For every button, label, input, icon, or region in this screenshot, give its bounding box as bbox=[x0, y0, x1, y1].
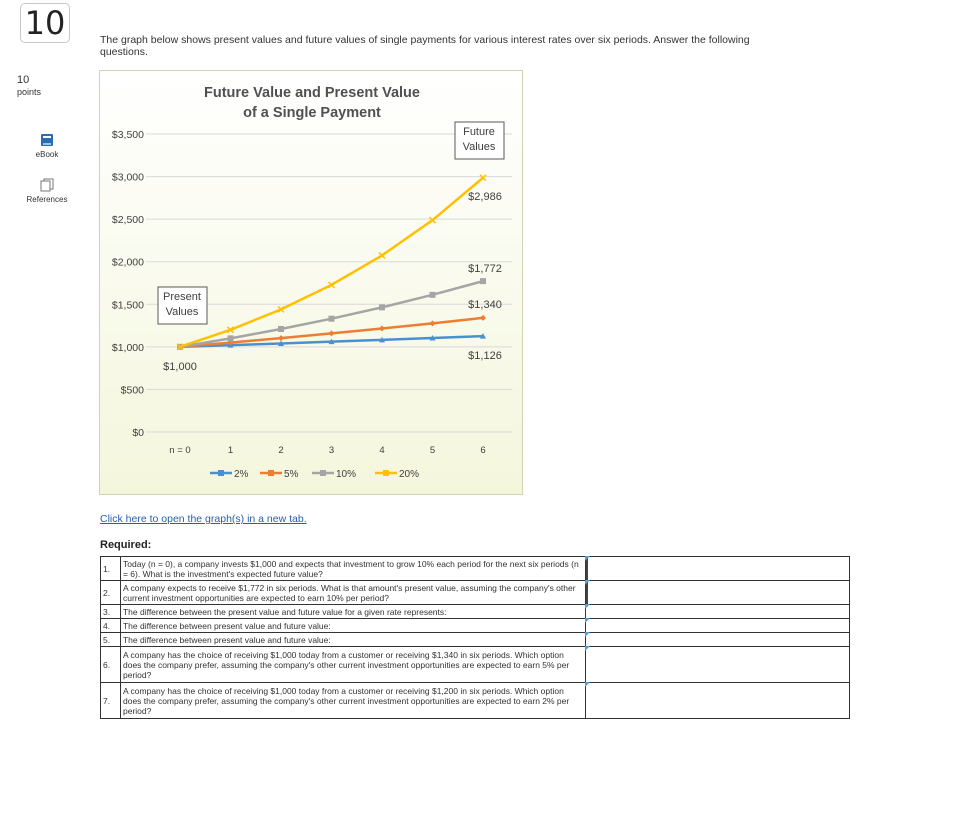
ebook-label: eBook bbox=[35, 150, 59, 159]
row-number: 4. bbox=[101, 619, 121, 633]
start-value-label: $1,000 bbox=[163, 361, 197, 373]
y-tick-label: $3,000 bbox=[111, 171, 144, 184]
answer-cell-4[interactable] bbox=[586, 619, 850, 633]
flag-icon bbox=[585, 618, 590, 623]
future-values-label-1: Future bbox=[463, 126, 495, 138]
answer-cell-5[interactable] bbox=[586, 633, 850, 647]
data-point bbox=[480, 278, 486, 284]
questions-table bbox=[100, 556, 850, 719]
row-number: 2. bbox=[101, 581, 121, 605]
data-point bbox=[278, 326, 284, 332]
answer-dropdown-7[interactable] bbox=[586, 683, 849, 718]
legend-label: 2% bbox=[234, 469, 249, 480]
legend-marker bbox=[383, 470, 389, 476]
table-row bbox=[101, 581, 850, 605]
answer-cell-1[interactable] bbox=[586, 557, 850, 581]
data-point bbox=[329, 316, 335, 322]
row-question bbox=[120, 557, 585, 581]
y-tick-label: $0 bbox=[132, 427, 144, 439]
row-question-text: A company expects to receive $1,772 in six periods. What is that amount's present value, assuming the company's other current investment opportunities are expected to earn 10% per period? bbox=[122, 582, 576, 603]
row-question bbox=[120, 619, 585, 633]
row-number: 3. bbox=[101, 605, 121, 619]
legend-marker bbox=[268, 470, 274, 476]
intro-text: The graph below shows present values and future values of single payments for various interest rates over six periods. Answer the following questions. bbox=[100, 34, 750, 58]
future-values-label-2: Values bbox=[462, 141, 496, 153]
row-number: 1. bbox=[101, 557, 121, 581]
table-row bbox=[101, 633, 850, 647]
answer-cell-2[interactable] bbox=[586, 581, 850, 605]
x-tick-label: 2 bbox=[278, 445, 284, 456]
chart-title-line2: of a Single Payment bbox=[243, 105, 381, 121]
table-row bbox=[101, 647, 850, 683]
references-button[interactable] bbox=[18, 178, 76, 218]
chart-panel bbox=[99, 70, 523, 495]
answer-dropdown-5[interactable] bbox=[586, 633, 849, 646]
points-value: 10 bbox=[17, 74, 30, 86]
y-tick-label: $500 bbox=[120, 384, 144, 397]
y-tick-label: $2,000 bbox=[111, 256, 144, 269]
answer-input-2[interactable] bbox=[586, 581, 849, 604]
answer-input-1[interactable] bbox=[586, 557, 849, 580]
row-question bbox=[120, 683, 585, 719]
flag-icon bbox=[585, 604, 590, 609]
legend-label: 20% bbox=[399, 469, 420, 480]
x-tick-label: n = 0 bbox=[169, 445, 191, 456]
end-label-2: $1,126 bbox=[468, 350, 502, 362]
present-values-label-1: Present bbox=[163, 291, 201, 303]
row-question-text: A company has the choice of receiving $1,000 today from a customer or receiving $1,200 in six periods. Which option does the company prefer, assuming the company's other current investment opportunities are expected to earn 2% per period? bbox=[122, 685, 570, 716]
legend-label: 10% bbox=[336, 469, 357, 480]
row-question bbox=[120, 633, 585, 647]
references-label: References bbox=[26, 195, 68, 204]
flag-icon bbox=[585, 580, 590, 585]
ebook-icon bbox=[40, 133, 54, 147]
y-tick-label: $3,500 bbox=[111, 129, 144, 141]
row-question-text: The difference between present value and future value: bbox=[122, 634, 331, 645]
row-question-text: Today (n = 0), a company invests $1,000 and expects that investment to grow 10% each period for the next six periods (n = 6). What is the investment's expected future value? bbox=[122, 558, 579, 579]
flag-icon bbox=[585, 682, 590, 687]
data-point bbox=[430, 292, 436, 298]
row-number: 7. bbox=[101, 683, 121, 719]
answer-dropdown-4[interactable] bbox=[586, 619, 849, 632]
answer-cell-3[interactable] bbox=[586, 605, 850, 619]
row-question-text: A company has the choice of receiving $1,000 today from a customer or receiving $1,340 in six periods. Which option does the company prefer, assuming the company's other current investment opportunities are expected to earn 5% per period? bbox=[122, 649, 570, 680]
table-row bbox=[101, 605, 850, 619]
flag-icon bbox=[585, 632, 590, 637]
open-graph-link[interactable]: Click here to open the graph(s) in a new tab. bbox=[100, 513, 307, 525]
answer-dropdown-6[interactable] bbox=[586, 647, 849, 682]
table-row bbox=[101, 683, 850, 719]
row-number: 5. bbox=[101, 633, 121, 647]
legend-label: 5% bbox=[284, 469, 299, 480]
y-tick-label: $1,500 bbox=[111, 299, 144, 312]
x-tick-label: 5 bbox=[429, 445, 436, 456]
data-point bbox=[379, 304, 385, 310]
flag-icon bbox=[585, 556, 590, 561]
question-number: 10 bbox=[20, 3, 70, 43]
row-question bbox=[120, 581, 585, 605]
table-row bbox=[101, 619, 850, 633]
answer-cell-7[interactable] bbox=[586, 683, 850, 719]
ebook-button[interactable] bbox=[18, 133, 76, 173]
data-point bbox=[228, 335, 234, 341]
references-icon bbox=[40, 178, 54, 192]
x-tick-label: 4 bbox=[379, 445, 385, 456]
flag-icon bbox=[585, 646, 590, 651]
y-tick-label: $2,500 bbox=[111, 214, 144, 227]
x-tick-label: 1 bbox=[227, 445, 234, 456]
legend-marker bbox=[320, 470, 326, 476]
present-values-label-2: Values bbox=[165, 306, 199, 318]
fv-pv-chart bbox=[100, 71, 522, 494]
answer-cell-6[interactable] bbox=[586, 647, 850, 683]
row-question-text: The difference between the present value and future value for a given rate represents: bbox=[122, 606, 447, 617]
answer-dropdown-3[interactable] bbox=[586, 605, 849, 618]
row-number: 6. bbox=[101, 647, 121, 683]
end-label-20: $2,986 bbox=[468, 191, 502, 203]
row-question bbox=[120, 605, 585, 619]
table-row bbox=[101, 557, 850, 581]
row-question bbox=[120, 647, 585, 683]
x-tick-label: 3 bbox=[328, 445, 335, 456]
row-question-text: The difference between present value and future value: bbox=[122, 620, 331, 631]
points-label: points bbox=[17, 87, 42, 97]
end-label-10: $1,772 bbox=[468, 263, 502, 275]
chart-title-line1: Future Value and Present Value bbox=[204, 85, 420, 101]
end-label-5: $1,340 bbox=[468, 299, 502, 311]
y-tick-label: $1,000 bbox=[111, 341, 144, 354]
required-heading: Required: bbox=[100, 539, 152, 551]
legend-marker bbox=[218, 470, 224, 476]
x-tick-label: 6 bbox=[480, 445, 486, 456]
